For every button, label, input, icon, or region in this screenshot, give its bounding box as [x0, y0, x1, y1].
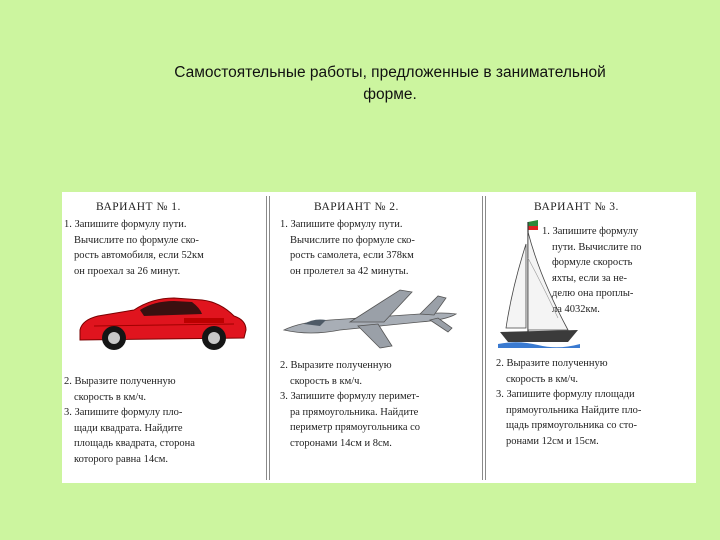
text-line: 3. Запишите формулу площади: [496, 389, 635, 400]
variant-2-task-1: [280, 217, 415, 279]
column-divider: [482, 196, 486, 480]
variant-3-heading: ВАРИАНТ № 3.: [534, 201, 619, 213]
text-line: яхты, если за не-: [552, 272, 627, 284]
text-line: он проехал за 26 минут.: [74, 265, 181, 277]
text-line: ла 4032км.: [552, 303, 600, 315]
variant-1-task-1: [64, 217, 204, 279]
jet-airplane-icon: [280, 284, 460, 350]
text-line: щадь прямоугольника со сто-: [506, 420, 637, 431]
text-line: ра прямоугольника. Найдите: [290, 406, 419, 418]
title-line-2: форме.: [363, 86, 417, 103]
page-title: [110, 62, 670, 106]
text-line: щади квадрата. Найдите: [74, 422, 183, 434]
text-line: 2. Выразите полученную: [280, 360, 392, 371]
text-line: делю она проплы-: [552, 288, 634, 299]
text-line: рость автомобиля, если 52км: [74, 250, 204, 261]
text-line: 1. Запишите формулу пути.: [64, 219, 187, 230]
variant-1-column: [62, 192, 264, 483]
variant-2-heading: ВАРИАНТ № 2.: [314, 201, 399, 213]
variant-3-column: [494, 192, 696, 483]
text-line: Вычислите по формуле ско-: [74, 234, 199, 246]
text-line: 2. Выразите полученную: [496, 358, 608, 369]
text-line: скорость в км/ч.: [74, 391, 147, 403]
variant-3-tasks-2-3: [496, 356, 641, 449]
text-line: сторонами 14см и 8см.: [290, 437, 392, 449]
text-line: 3. Запишите формулу пло-: [64, 407, 183, 418]
text-line: 1. Запишите формулу: [542, 226, 639, 237]
text-line: пути. Вычислите по: [552, 241, 642, 253]
text-line: 2. Выразите полученную: [64, 376, 176, 387]
text-line: периметр прямоугольника со: [290, 422, 421, 433]
text-line: 1. Запишите формулу пути.: [280, 219, 403, 230]
title-line-1: Самостоятельные работы, предложенные в занимательной: [174, 64, 606, 81]
text-line: которого равна 14см.: [74, 453, 169, 465]
red-sports-car-icon: [74, 290, 250, 356]
text-line: ронами 12см и 15см.: [506, 435, 599, 447]
text-line: 3. Запишите формулу перимет-: [280, 391, 420, 402]
worksheet-scan: [62, 192, 696, 483]
text-line: площадь квадрата, сторона: [74, 438, 195, 449]
text-line: он пролетел за 42 минуты.: [290, 265, 409, 277]
column-divider: [266, 196, 270, 480]
variant-1-heading: ВАРИАНТ № 1.: [96, 201, 181, 213]
text-line: скорость в км/ч.: [506, 373, 579, 385]
text-line: скорость в км/ч.: [290, 375, 363, 387]
text-line: Вычислите по формуле ско-: [290, 234, 415, 246]
variant-2-tasks-2-3: [280, 358, 420, 451]
variant-3-task-1: [542, 224, 642, 317]
variant-2-column: [278, 192, 482, 483]
text-line: прямоугольника Найдите пло-: [506, 404, 642, 416]
variant-1-tasks-2-3: [64, 374, 195, 467]
text-line: рость самолета, если 378км: [290, 250, 414, 261]
text-line: формуле скорость: [552, 257, 633, 268]
